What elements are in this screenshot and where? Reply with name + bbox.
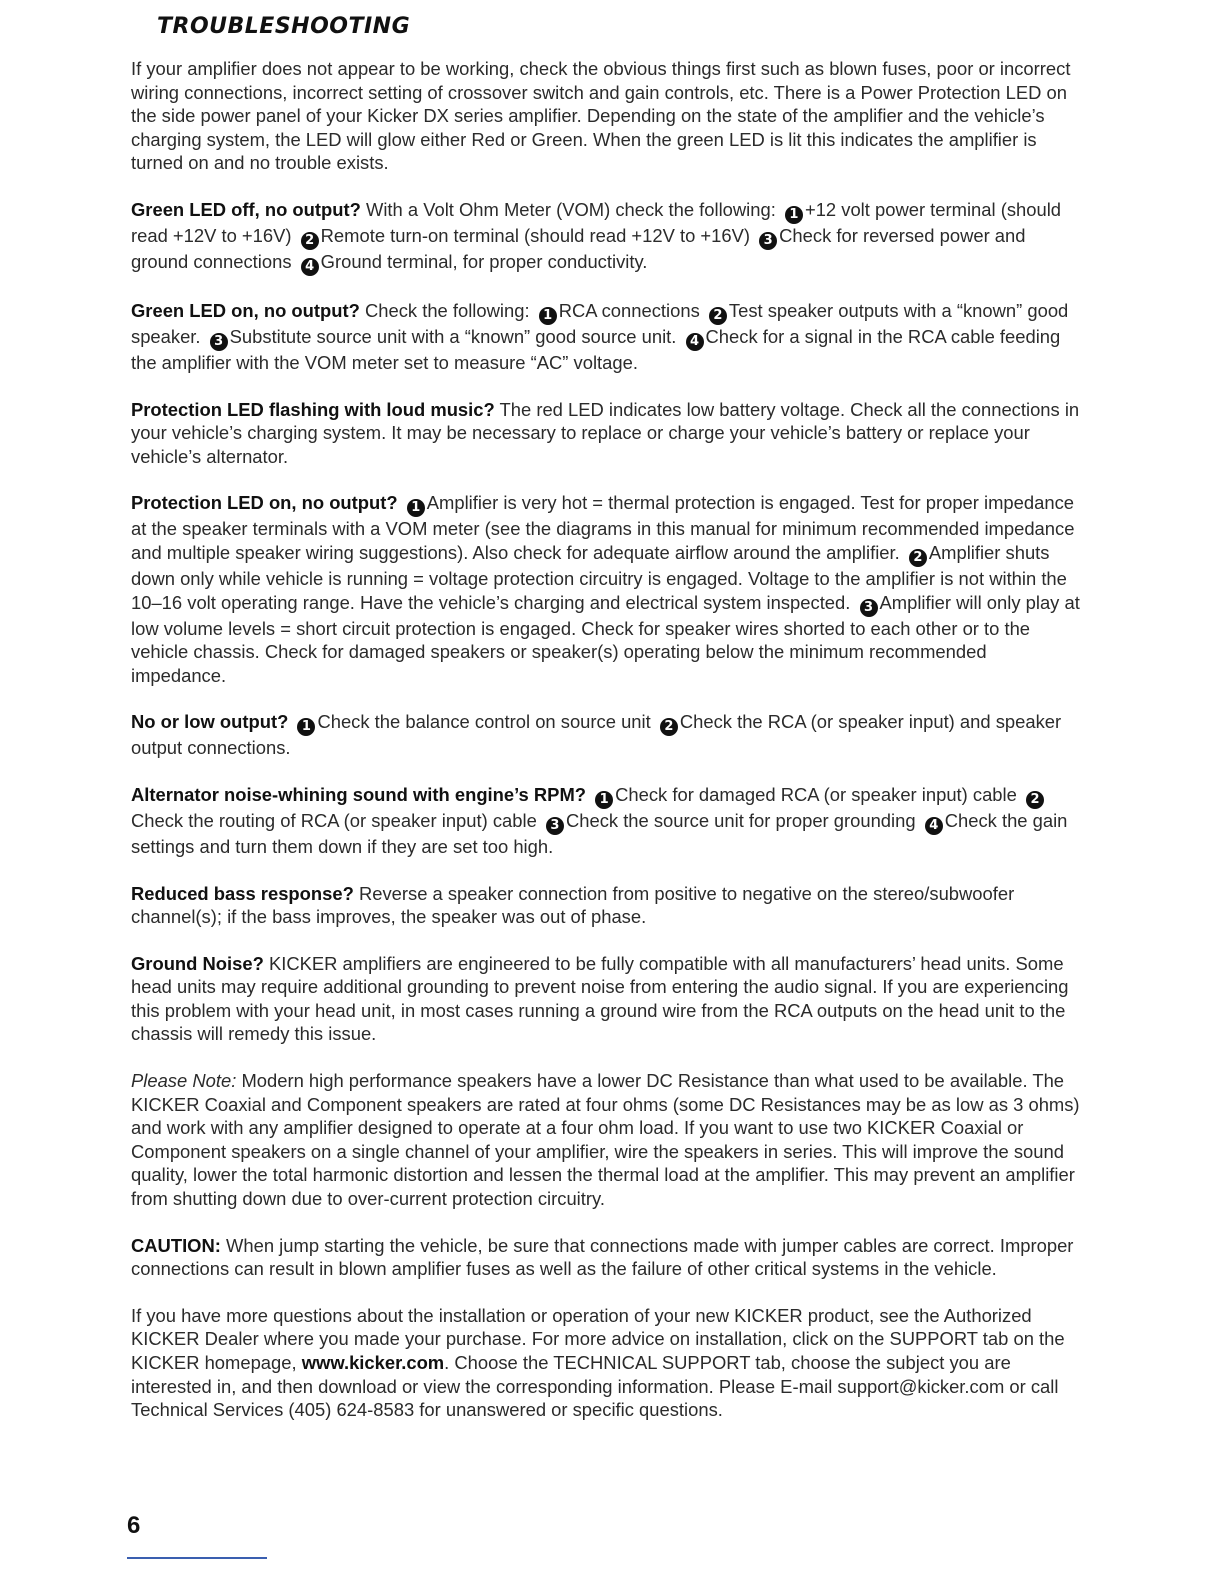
step-text: Test speaker outputs with a “known” good speaker.: [131, 299, 1069, 347]
step-text: Check the source unit for proper grounding: [565, 809, 916, 831]
step-number-badge: 1: [595, 791, 613, 809]
section-text: . Choose the TECHNICAL SUPPORT tab, choose the subject you are interested in, and then download or view the corresponding information. Please E-mail support@kicker.com or call Technical Services (405) 624-8583 for unanswered or specific questions.: [131, 1352, 1059, 1421]
step-number-badge: 4: [925, 817, 943, 835]
section-text: Modern high performance speakers have a lower DC Resistance than what used to be available. The KICKER Coaxial and Component speakers are rated at four ohms (some DC Resistances may be as low as 3 ohms) and work with any amplifier designed to operate at a four ohm load. If you want to use two KICKER Coaxial or Component speakers on a single channel of your amplifier, wire the speakers in series. This will improve the sound quality, lower the total harmonic distortion and lessen the thermal load at the amplifier. This may prevent an amplifier from shutting down due to over-current protection circuitry.: [131, 1070, 1080, 1210]
step-text: Ground terminal, for proper conductivity.: [320, 250, 648, 272]
step-number-badge: 3: [759, 232, 777, 250]
step-number-badge: 1: [785, 206, 803, 224]
step-number-badge: 2: [1026, 791, 1044, 809]
section-heading: Reduced bass response?: [131, 882, 354, 904]
section-caution: [131, 1234, 1081, 1281]
step-number-badge: 2: [709, 307, 727, 325]
kicker-website-link[interactable]: www.kicker.com: [301, 1352, 445, 1373]
step-text: Substitute source unit with a “known” good source unit.: [229, 325, 677, 347]
step-text: Check for damaged RCA (or speaker input) cable: [615, 783, 1017, 805]
step-text: +12 volt power terminal (should read +12V to +16V): [131, 198, 1062, 246]
step-number-badge: 4: [301, 258, 319, 276]
section-heading: Green LED off, no output?: [131, 198, 361, 220]
section-text: When jump starting the vehicle, be sure that connections made with jumper cables are correct. Improper connections can result in blown amplifier fuses as well as the failure of other critical systems in the vehicle.: [131, 1234, 1074, 1280]
section-heading: Alternator noise-whining sound with engine’s RPM?: [131, 783, 586, 805]
page-number: 6: [127, 1512, 141, 1539]
section-text: KICKER amplifiers are engineered to be fully compatible with all manufacturers’ head units. Some head units may require additional grounding to prevent noise from entering the audio signal. If you are experiencing this problem with your head unit, in most cases running a ground wire from the RCA outputs on the head unit to the chassis will remedy this issue.: [131, 952, 1069, 1045]
section-more-questions: [131, 1304, 1081, 1422]
intro-paragraph: [131, 57, 1081, 175]
step-number-badge: 3: [546, 817, 564, 835]
step-number-badge: 4: [686, 333, 704, 351]
step-text: Amplifier shuts down only while vehicle is running = voltage protection circuitry is engaged. Voltage to the amplifier is not within the 10–16 volt operating range. Have the vehicle’s charging and electrical system inspected.: [131, 541, 1067, 613]
step-number-badge: 1: [407, 499, 425, 517]
step-text: Check for a signal in the RCA cable feeding the amplifier with the VOM meter set to measure “AC” voltage.: [131, 325, 1061, 373]
step-number-badge: 2: [909, 549, 927, 567]
section-text: The red LED indicates low battery voltage. Check all the connections in your vehicle’s charging system. It may be necessary to replace or charge your vehicle’s battery or replace your vehicle’s alternator.: [131, 398, 1080, 467]
section-heading: Green LED on, no output?: [131, 299, 360, 321]
section-please-note: [131, 1069, 1081, 1211]
caution-label: CAUTION:: [131, 1234, 221, 1256]
step-text: Check the RCA (or speaker input) and speaker output connections.: [131, 711, 1062, 759]
section-text: Reverse a speaker connection from positive to negative on the stereo/subwoofer channel(s); if the bass improves, the speaker was out of phase.: [131, 882, 1015, 928]
step-text: Amplifier will only play at low volume levels = short circuit protection is engaged. Check for speaker wires shorted to each other or to the vehicle chassis. Check for damaged speakers or speaker(s) operating below the minimum recommended impedance.: [131, 591, 1080, 686]
step-text: Check the balance control on source unit: [317, 711, 651, 733]
step-text: Amplifier is very hot = thermal protection is engaged. Test for proper impedance at the speaker terminals with a VOM meter (see the diagrams in this manual for minimum recommended impedance and multiple speaker wiring suggestions). Also check for adequate airflow around the amplifier.: [131, 492, 1075, 563]
step-text: RCA connections: [558, 299, 700, 321]
section-green-led-on: [131, 299, 1081, 375]
section-text: If you have more questions about the installation or operation of your new KICKER product, see the Authorized KICKER Dealer where you made your purchase. For more advice on installation, click on the SUPPORT tab on the KICKER homepage,: [131, 1304, 1065, 1373]
section-alternator-noise: [131, 783, 1081, 859]
step-text: Check for reversed power and ground connections: [131, 224, 1026, 272]
step-number-badge: 2: [660, 718, 678, 736]
section-heading: Protection LED flashing with loud music?: [131, 398, 495, 420]
step-number-badge: 1: [297, 718, 315, 736]
section-protection-on: [131, 491, 1081, 687]
document-body: [131, 57, 1081, 1445]
step-number-badge: 1: [539, 307, 557, 325]
step-text: Check the routing of RCA (or speaker input) cable: [131, 809, 537, 831]
section-ground-noise: [131, 952, 1081, 1046]
section-green-led-off: [131, 198, 1081, 276]
page-title: TROUBLESHOOTING: [157, 14, 411, 39]
section-heading: No or low output?: [131, 711, 289, 733]
intro-text: If your amplifier does not appear to be working, check the obvious things first such as blown fuses, poor or incorrect wiring connections, incorrect setting of crossover switch and gain controls, etc. There is a Power Protection LED on the side power panel of your Kicker DX series amplifier. Depending on the state of the amplifier and the vehicle’s charging system, the LED will glow either Red or Green. When the green LED is lit this indicates the amplifier is turned on and no trouble exists.: [131, 58, 1071, 174]
section-text: Check the following:: [364, 299, 530, 321]
section-reduced-bass: [131, 882, 1081, 929]
section-no-low-output: [131, 710, 1081, 760]
section-heading: Ground Noise?: [131, 952, 264, 974]
step-number-badge: 2: [301, 232, 319, 250]
footer-divider: [127, 1557, 267, 1559]
step-text: Check the gain settings and turn them down if they are set too high.: [131, 809, 1068, 857]
section-heading: Protection LED on, no output?: [131, 492, 398, 514]
section-text: With a Volt Ohm Meter (VOM) check the following:: [365, 198, 776, 220]
note-label: Please Note:: [131, 1070, 237, 1092]
step-number-badge: 3: [860, 599, 878, 617]
section-protection-flashing: [131, 398, 1081, 469]
step-text: Remote turn-on terminal (should read +12V to +16V): [320, 224, 751, 246]
step-number-badge: 3: [210, 333, 228, 351]
